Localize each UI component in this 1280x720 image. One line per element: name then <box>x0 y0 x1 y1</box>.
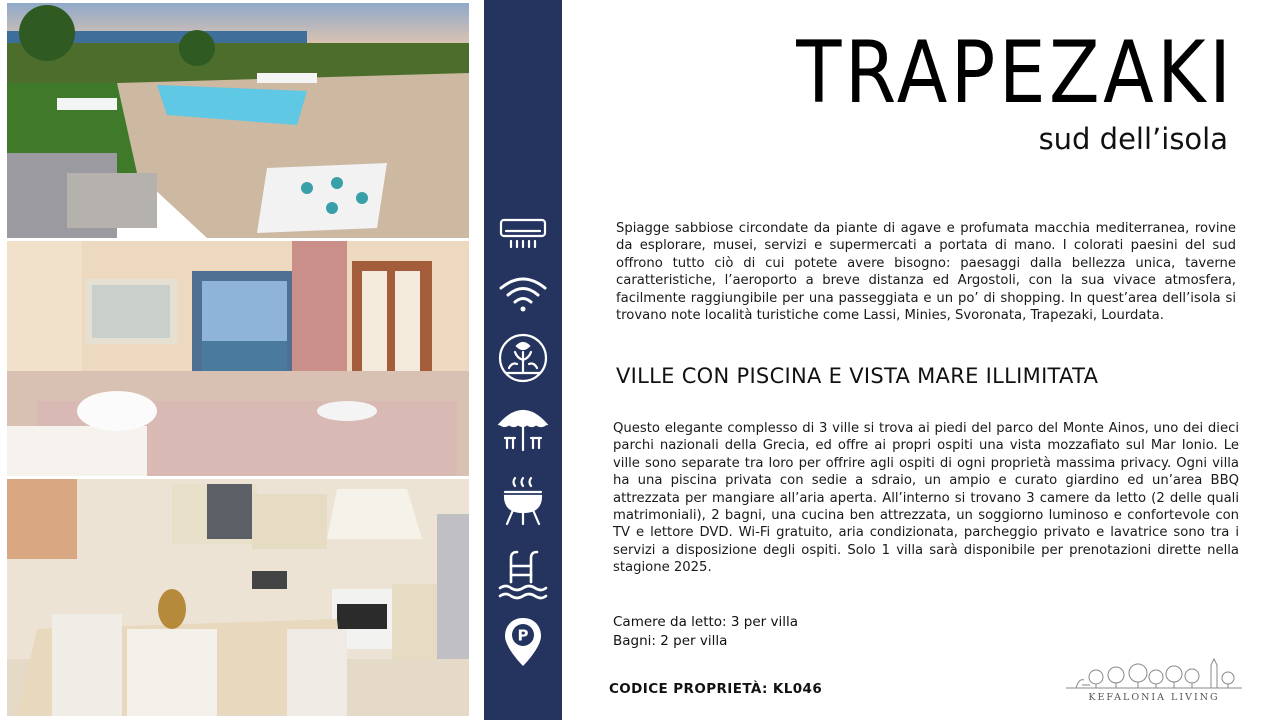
intro-paragraph: Spiagge sabbiose circondate da piante di agave e profumata macchia mediterranea, rovine da esplorare, musei, servizi e supermercati a portata di mano. I colorati paesini del sud offrono tutto ciò di cui potete avere bisogno: paesaggi dalla bellezza unica, taverne caratteristiche, l’aeroporto a breve distanza ed Argostoli, con la sua vivace atmosfera, facilmente raggiungibile per una passeggiata e un po’ di shopping. In quest’area dell’isola si trovano note località turistiche come Lassi, Minies, Svoronata, Trapezaki, Lourdata. <box>616 221 1236 324</box>
amenities-band <box>484 0 562 720</box>
patio-umbrella-icon <box>497 402 549 454</box>
photo-bedroom <box>7 241 469 476</box>
photo-pool-terrace <box>7 3 469 238</box>
description-paragraph: Questo elegante complesso di 3 ville si trova ai piedi del parco del Monte Ainos, uno dei dieci parchi nazionali della Grecia, ed offre ai propri ospiti una vista mozzafiato sul Mar Ionio. Le ville sono separate tra loro per offrire agli ospiti di ogni proprietà massima privacy. Ogni villa ha una piscina privata con sedie a sdraio, un ampio e curato giardino ed un’area BBQ attrezzata per mangiare all’aria aperta. All’interno si trovano 3 camere da letto (2 delle quali matrimoniali), 2 bagni, una cucina ben attrezzata, un soggiorno luminoso e confortevole con TV e lettore DVD. Wi-Fi gratuito, aria condizionata, parcheggio privato e lavatrice sono tra i servizi a disposizione degli ospiti. Solo 1 villa sarà disponibile per prenotazioni dirette nella stagione 2025. <box>613 421 1239 576</box>
kefalonia-living-logo <box>1066 655 1242 707</box>
page-title: TRAPEZAKI <box>795 23 1234 123</box>
wifi-icon <box>497 268 549 320</box>
garden-icon <box>497 332 549 384</box>
photo-kitchen <box>7 479 469 716</box>
bbq-grill-icon <box>497 474 549 526</box>
page-subtitle: sud dell’isola <box>1038 122 1228 156</box>
logo-text: KEFALONIA LIVING <box>1088 692 1220 703</box>
air-conditioner-icon <box>497 208 549 260</box>
section-heading: VILLE CON PISCINA E VISTA MARE ILLIMITATA <box>616 364 1099 388</box>
property-facts <box>613 613 798 651</box>
svg-text:P: P <box>517 626 529 645</box>
property-code: CODICE PROPRIETÀ: KL046 <box>609 681 823 697</box>
pool-ladder-icon <box>497 548 549 600</box>
bathrooms-fact: Bagni: 2 per villa <box>613 633 728 649</box>
tree-skyline-icon <box>1066 655 1242 695</box>
bedrooms-fact: Camere da letto: 3 per villa <box>613 614 798 630</box>
parking-pin-icon <box>497 616 549 668</box>
